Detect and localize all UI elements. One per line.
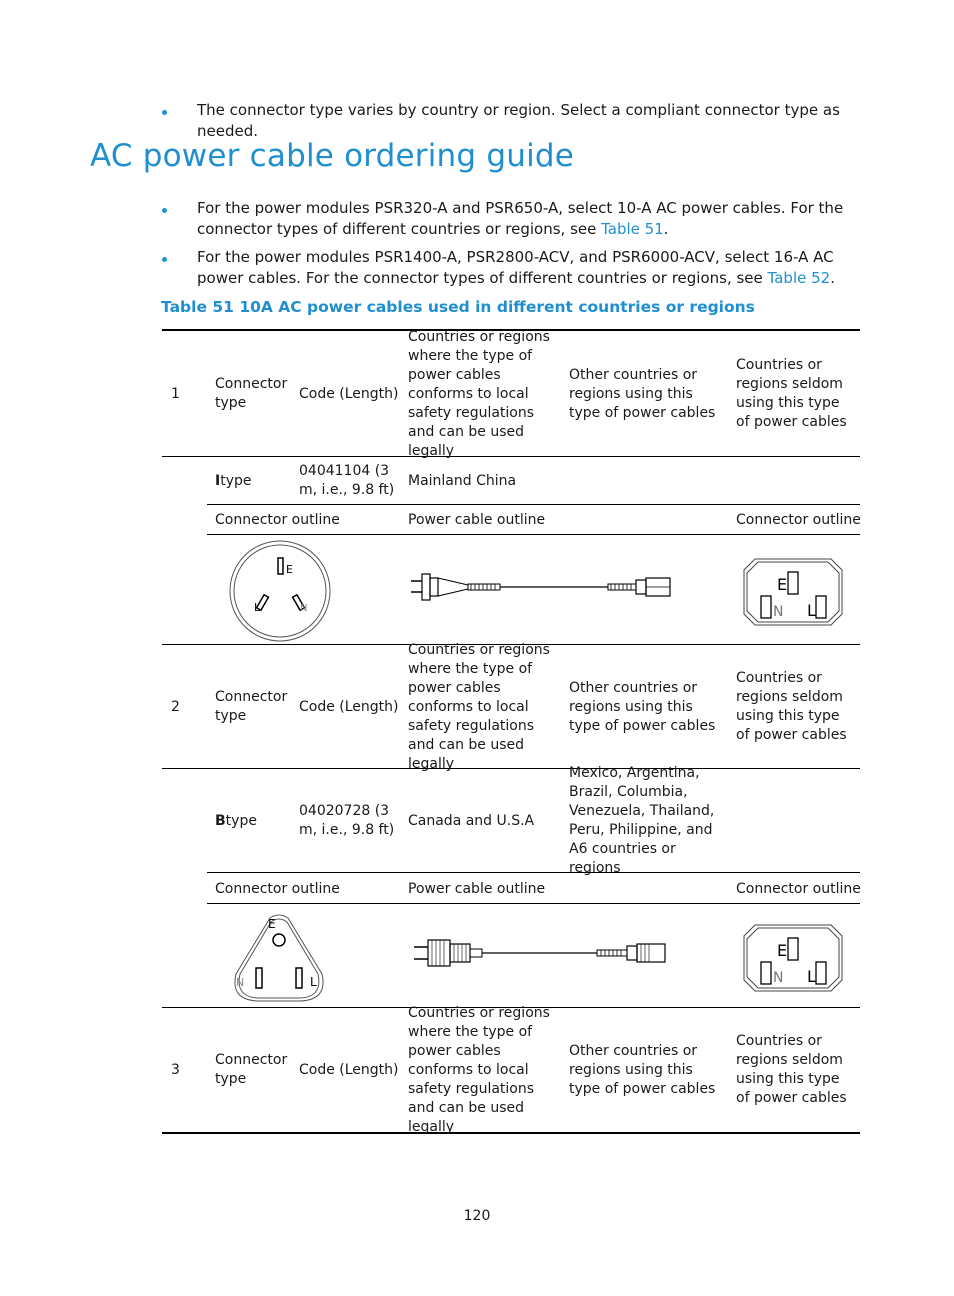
compliant-cell: [408, 458, 558, 504]
header-compliant: Countries or regions where the type of power cables conforms to local safety regulations and can be used legally: [408, 641, 550, 772]
b-type-plug-icon: [230, 912, 328, 1004]
section-title: AC power cable ordering guide: [90, 138, 575, 174]
c13-connector-icon: [743, 924, 843, 992]
bullet-dot: [162, 208, 167, 213]
bullet-1-text: For the power modules PSR320-A and PSR650-A, select 10-A AC power cables. For the connector types of different countries or regions, see: [197, 199, 844, 238]
header-cell: [569, 1009, 719, 1131]
header-cell: [215, 333, 290, 455]
header-cell: [299, 333, 399, 455]
plug-letter-l: L: [310, 975, 317, 989]
row-rule: [207, 534, 860, 535]
row-index: 1: [171, 385, 180, 402]
header-compliant: Countries or regions where the type of power cables conforms to local safety regulations and can be used legally: [408, 1004, 550, 1135]
header-cell: [408, 1004, 558, 1135]
plug-letter-n: N: [300, 603, 308, 614]
other-value: Mexico, Argentina, Brazil, Columbia, Venezuela, Thailand, Peru, Philippine, and A6 countries or regions: [569, 765, 715, 876]
bullet-dot: [162, 110, 167, 115]
header-other: Other countries or regions using this type of power cables: [569, 366, 716, 421]
compliant-value: Mainland China: [408, 472, 517, 489]
header-cell: [215, 646, 290, 768]
plug-letter-e: E: [777, 941, 788, 960]
seldom-cell: [736, 770, 851, 872]
row-index: 3: [171, 1061, 180, 1078]
header-cell: [408, 328, 558, 459]
header-cell: [299, 646, 399, 768]
header-cell: [736, 333, 851, 455]
row-rule: [207, 903, 860, 904]
connector-type-suffix: type: [225, 812, 257, 829]
connector-type-suffix: type: [220, 472, 252, 489]
bullet-1: [197, 198, 872, 240]
connector-type-letter: I: [215, 472, 221, 489]
row-rule: [207, 504, 860, 505]
table-caption: Table 51 10A AC power cables used in different countries or regions: [161, 298, 755, 316]
code-value: 04020728 (3 m, i.e., 9.8 ft): [299, 803, 395, 838]
plug-letter-e: E: [268, 917, 276, 931]
compliant-value: Canada and U.S.A: [408, 812, 535, 829]
header-connector-type: Connector type: [215, 376, 288, 411]
row-index: 2: [171, 698, 180, 715]
connector-outline-label: Connector outline: [736, 512, 861, 528]
plug-letter-n: N: [773, 970, 784, 986]
c13-connector-icon: [743, 558, 843, 626]
other-cell: [569, 765, 724, 876]
power-cable-outline-icon: [412, 937, 672, 971]
plug-letter-e: E: [777, 575, 788, 594]
code-cell: [299, 770, 397, 872]
plug-letter-e: E: [286, 563, 293, 576]
code-cell: [299, 458, 397, 504]
header-cell: [569, 646, 719, 768]
bullet-2: [197, 247, 872, 289]
page-number: 120: [463, 1208, 491, 1224]
seldom-cell: [736, 458, 851, 504]
header-cell: [736, 1009, 851, 1131]
connector-type-cell: [215, 770, 257, 872]
header-compliant: Countries or regions where the type of power cables conforms to local safety regulations and can be used legally: [408, 328, 550, 459]
intro-bullet-text: The connector type varies by country or region. Select a compliant connector type as needed.: [197, 101, 840, 140]
header-cell: [569, 333, 719, 455]
header-code: Code (Length): [299, 698, 399, 715]
compliant-cell: [408, 770, 558, 872]
connector-outline-label: Connector outline: [215, 512, 340, 528]
table-51-link[interactable]: Table 51: [601, 220, 664, 238]
plug-letter-l: L: [807, 967, 816, 986]
header-cell: [408, 641, 558, 772]
header-seldom: Countries or regions seldom using this type of power cables: [736, 357, 847, 430]
bullet-1-end: .: [663, 220, 669, 238]
plug-letter-l: L: [254, 601, 261, 614]
row-rule: [207, 872, 860, 873]
plug-letter-n: N: [236, 976, 245, 989]
bullet-2-end: .: [830, 269, 835, 287]
connector-type-letter: B: [215, 812, 226, 829]
connector-type-cell: [215, 458, 252, 504]
power-cable-outline-label: Power cable outline: [408, 512, 546, 528]
header-cell: [736, 646, 851, 768]
header-other: Other countries or regions using this type of power cables: [569, 679, 716, 734]
bullet-2-text: For the power modules PSR1400-A, PSR2800-ACV, and PSR6000-ACV, select 16-A AC power cables. For the connector types of different countries or regions, see: [197, 248, 834, 287]
header-code: Code (Length): [299, 385, 399, 402]
header-other: Other countries or regions using this type of power cables: [569, 1042, 716, 1097]
bullet-dot: [162, 257, 167, 262]
power-cable-outline-icon: [408, 570, 673, 604]
other-cell: [569, 458, 719, 504]
power-cable-outline-label: Power cable outline: [408, 881, 546, 897]
i-type-plug-icon: [228, 540, 332, 642]
connector-outline-label: Connector outline: [215, 881, 340, 897]
header-connector-type: Connector type: [215, 689, 288, 724]
header-code: Code (Length): [299, 1061, 399, 1078]
header-connector-type: Connector type: [215, 1052, 288, 1087]
header-cell: [299, 1009, 399, 1131]
connector-outline-label: Connector outline: [736, 881, 861, 897]
header-seldom: Countries or regions seldom using this type of power cables: [736, 670, 847, 743]
table-52-link[interactable]: Table 52: [767, 269, 831, 287]
plug-letter-l: L: [807, 601, 816, 620]
header-seldom: Countries or regions seldom using this type of power cables: [736, 1033, 847, 1106]
plug-letter-n: N: [773, 604, 784, 620]
header-cell: [215, 1009, 290, 1131]
code-value: 04041104 (3 m, i.e., 9.8 ft): [299, 463, 395, 498]
